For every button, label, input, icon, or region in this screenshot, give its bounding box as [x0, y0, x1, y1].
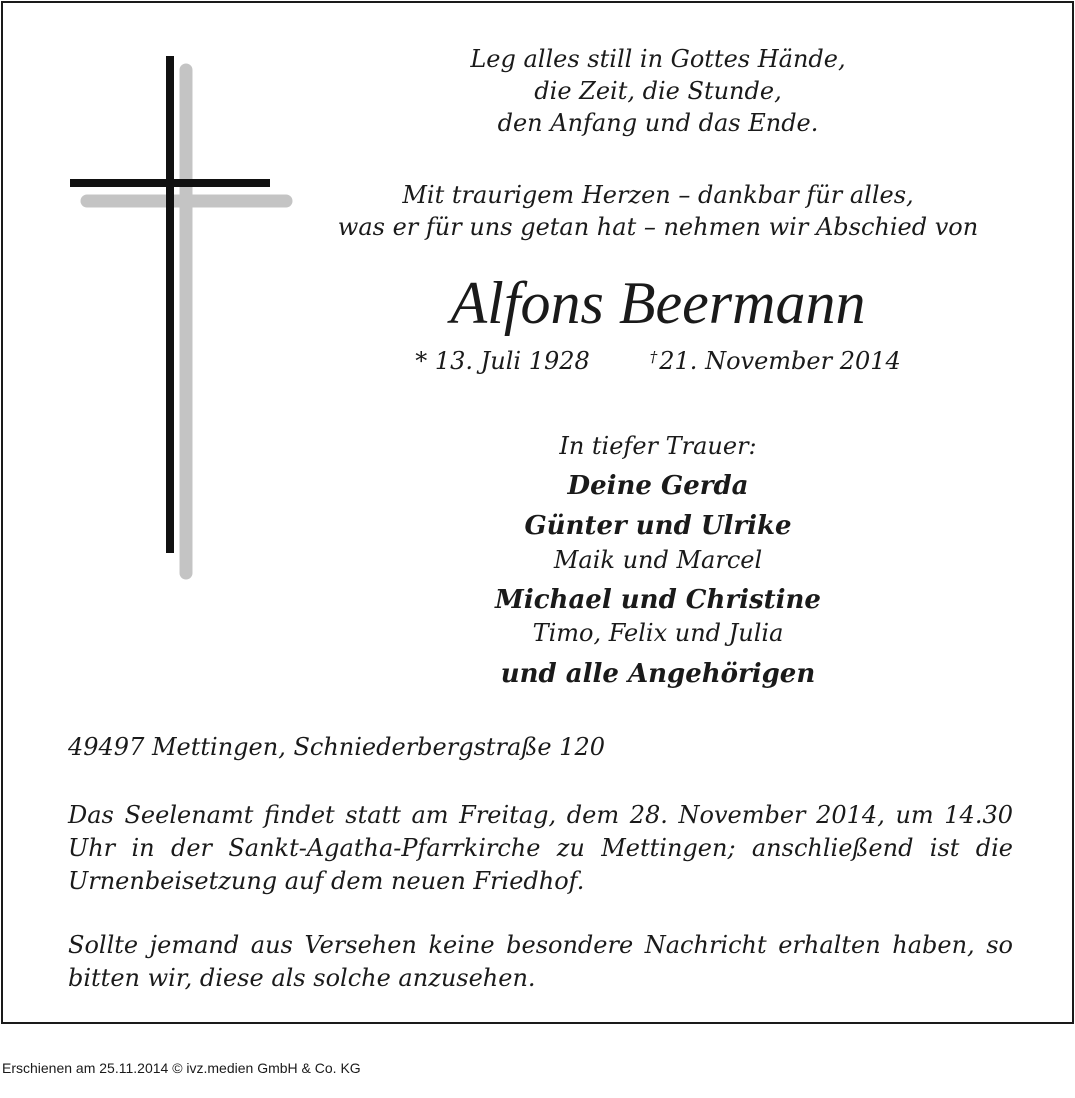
family-member: und alle Angehörigen: [500, 659, 816, 689]
poem-line: Leg alles still in Gottes Hände,: [470, 45, 846, 73]
family-member: Timo, Felix und Julia: [532, 619, 784, 647]
family-member: Maik und Marcel: [553, 546, 763, 574]
address: 49497 Mettingen, Schniederbergstraße 120: [68, 733, 605, 761]
life-dates: [303, 341, 1013, 377]
poem-line: die Zeit, die Stunde,: [534, 77, 782, 105]
mourning-heading: In tiefer Trauer:: [559, 432, 757, 460]
cross-icon: [63, 48, 303, 588]
family-member: Günter und Ulrike: [524, 511, 792, 541]
death-symbol: †: [649, 348, 658, 366]
family-member: Deine Gerda: [567, 471, 749, 501]
publication-footer: Erschienen am 25.11.2014 © ivz.medien GmbH & Co. KG: [2, 1060, 361, 1076]
obituary-notice: [1, 1, 1074, 1024]
closing-text: Sollte jemand aus Versehen keine besondere Nachricht erhalten haben, so bitten wir, diese als solche anzusehen.: [68, 931, 1013, 992]
intro-line: was er für uns getan hat – nehmen wir Abschied von: [337, 213, 979, 241]
poem-line: den Anfang und das Ende.: [497, 109, 819, 137]
family-member: Michael und Christine: [495, 585, 821, 615]
service-text: Das Seelenamt findet statt am Freitag, dem 28. November 2014, um 14.30 Uhr in der Sankt-Agatha-Pfarrkirche zu Mettingen; anschließend ist die Urnenbeisetzung auf dem neuen Friedhof.: [68, 801, 1013, 895]
birth-date: * 13. Juli 1928: [415, 347, 590, 375]
death-date-group: [650, 341, 901, 377]
deceased-name: Alfons Beermann: [450, 270, 866, 336]
death-date: 21. November 2014: [659, 347, 901, 375]
intro-line: Mit traurigem Herzen – dankbar für alles,: [402, 181, 914, 209]
intro-text: [303, 179, 1013, 243]
poem: [303, 43, 1013, 139]
